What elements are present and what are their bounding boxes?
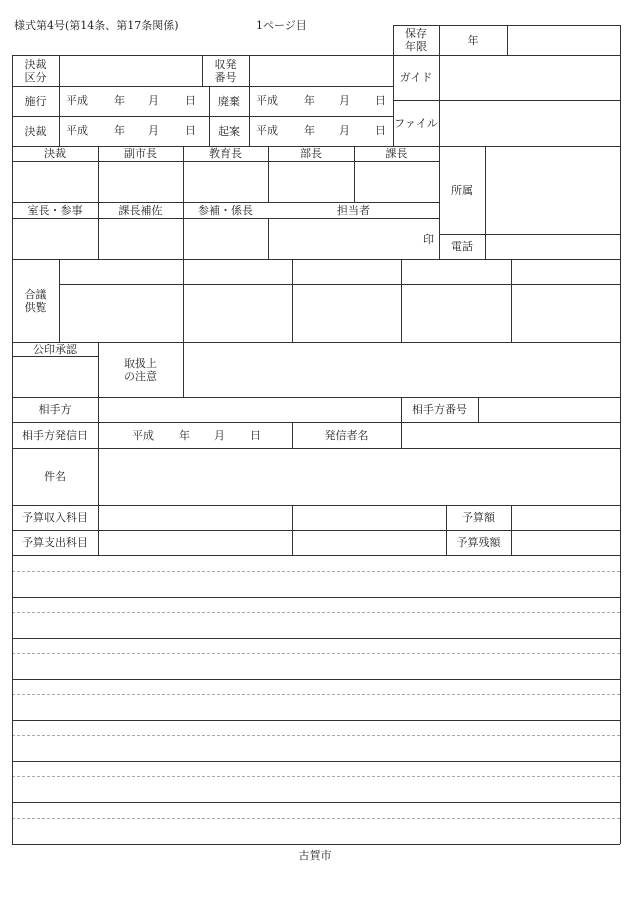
era-text: 平成 [256,94,278,107]
receipt-number-field[interactable] [249,55,393,86]
approval-header-deputy-mayor: 副市長 [124,147,157,160]
decision-type-field[interactable] [59,55,202,86]
file-label: ファイル [394,116,438,130]
counterparty-date-label: 相手方発信日 [22,428,88,442]
month-text: 月 [148,124,159,137]
counterparty-label: 相手方 [38,403,72,416]
retention-value-field[interactable] [507,25,620,55]
retention-label: 保存 年限 [405,27,427,53]
retention-year-unit: 年 [467,33,479,47]
budget-income-label: 予算収入科目 [22,511,88,524]
approval-stamp-staff[interactable] [268,218,439,259]
budget-expense-label: 予算支出科目 [22,536,88,549]
approval-stamp-superintendent[interactable] [183,161,268,202]
affiliation-field[interactable] [485,146,620,234]
era-text: 平成 [256,124,278,137]
approval-stamp-office-chief[interactable] [12,218,98,259]
phone-label: 電話 [451,240,473,253]
enforcement-label: 施行 [24,94,47,108]
form-number: 様式第4号(第14条、第17条関係) [14,19,179,32]
official-seal-label: 公印承認 [33,342,77,356]
year-text: 年 [179,429,190,442]
budget-expense-field[interactable] [98,530,446,555]
counterparty-number-label: 相手方番号 [412,403,467,416]
subject-field[interactable] [98,448,620,505]
file-field[interactable] [439,100,620,146]
approval-header-superintendent: 教育長 [209,147,242,160]
subject-label: 件名 [44,470,66,483]
approval-header-office-chief: 室長・参事 [27,203,83,217]
memo-area[interactable] [12,555,620,844]
month-text: 月 [148,94,159,107]
approval-stamp-deputy-mayor[interactable] [98,161,183,202]
approval-stamp-department-head[interactable] [268,161,354,202]
sender-name-label: 発信者名 [324,428,369,442]
year-text: 年 [304,124,315,137]
guide-field[interactable] [439,55,620,100]
seal-mark: 印 [423,233,434,246]
budget-amount-field[interactable] [511,505,620,530]
month-text: 月 [214,429,225,442]
approval-header-subsection-chief: 参補・係長 [198,203,253,217]
official-seal-field[interactable] [12,356,98,397]
day-text: 日 [375,94,386,107]
era-text: 平成 [66,124,88,137]
approval-header-assistant-chief: 課長補佐 [118,203,163,217]
month-text: 月 [339,124,350,137]
decision-type-label: 決裁 区分 [24,57,47,84]
era-text: 平成 [66,94,88,107]
budget-remaining-label: 予算残額 [456,536,501,549]
affiliation-label: 所属 [451,183,473,197]
month-text: 月 [339,94,350,107]
approval-header-department-head: 部長 [300,147,322,160]
approval-stamp-decision[interactable] [12,161,98,202]
budget-income-field[interactable] [98,505,446,530]
approval-stamp-assistant-chief[interactable] [98,218,183,259]
guide-label: ガイド [399,71,433,84]
approval-stamp-section-chief[interactable] [354,161,439,202]
day-text: 日 [250,429,261,442]
handling-field[interactable] [183,342,620,397]
era-text: 平成 [132,429,154,442]
disposal-label: 廃棄 [218,94,240,108]
counterparty-number-field[interactable] [478,397,620,422]
handling-label: 取扱上 の注意 [124,356,157,383]
day-text: 日 [185,94,196,107]
year-text: 年 [304,94,315,107]
budget-amount-label: 予算額 [462,511,495,524]
approval-header-section-chief: 課長 [385,147,408,160]
decision-label: 決裁 [24,124,47,138]
receipt-number-label: 収発 番号 [214,57,237,84]
phone-field[interactable] [485,234,620,259]
approval-stamp-subsection-chief[interactable] [183,218,268,259]
footer-city: 古賀市 [298,849,332,862]
consultation-grid[interactable] [59,259,620,342]
day-text: 日 [185,124,196,137]
page-label: 1ページ目 [256,19,307,32]
sender-name-field[interactable] [401,422,620,448]
year-text: 年 [114,94,125,107]
approval-header-staff: 担当者 [337,203,370,217]
counterparty-field[interactable] [98,397,401,422]
consultation-label: 合議 供覧 [24,287,47,314]
draft-label: 起案 [218,124,240,138]
day-text: 日 [375,124,386,137]
budget-remaining-field[interactable] [511,530,620,555]
year-text: 年 [114,124,125,137]
approval-header-decision: 決裁 [44,147,66,160]
